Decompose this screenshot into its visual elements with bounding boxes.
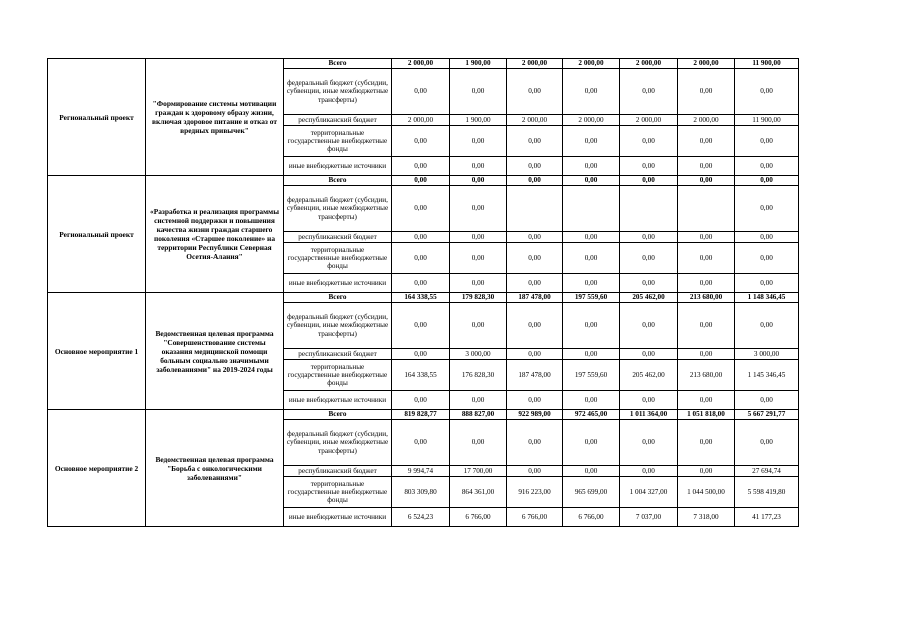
amount-cell: 0,00 [507, 349, 563, 360]
amount-cell: 0,00 [392, 420, 450, 466]
funding-source-cell: республиканский бюджет [284, 466, 392, 477]
total-amount-cell: 0,00 [735, 274, 799, 293]
amount-cell: 0,00 [392, 274, 450, 293]
amount-cell: 7 318,00 [678, 508, 735, 527]
amount-cell: 972 465,00 [563, 410, 620, 420]
amount-cell: 0,00 [450, 232, 507, 243]
amount-cell: 0,00 [678, 176, 735, 186]
amount-cell: 6 766,00 [450, 508, 507, 527]
funding-source-cell: республиканский бюджет [284, 232, 392, 243]
amount-cell [678, 186, 735, 232]
total-amount-cell: 5 598 419,80 [735, 477, 799, 508]
amount-cell: 2 000,00 [507, 59, 563, 69]
amount-cell: 2 000,00 [392, 59, 450, 69]
total-amount-cell: 11 900,00 [735, 59, 799, 69]
total-row [48, 59, 799, 69]
event-type-cell: Основное мероприятие 1 [48, 293, 146, 410]
amount-cell: 2 000,00 [678, 59, 735, 69]
amount-cell: 176 828,30 [450, 360, 507, 391]
amount-cell: 0,00 [507, 157, 563, 176]
amount-cell: 17 700,00 [450, 466, 507, 477]
amount-cell: 1 900,00 [450, 115, 507, 126]
total-amount-cell: 0,00 [735, 243, 799, 274]
amount-cell: 0,00 [450, 420, 507, 466]
amount-cell: 2 000,00 [620, 59, 678, 69]
amount-cell: 0,00 [450, 186, 507, 232]
amount-cell: 0,00 [392, 391, 450, 410]
funding-source-cell: территориальные государственные внебюджетные фонды [284, 126, 392, 157]
amount-cell [507, 186, 563, 232]
amount-cell: 0,00 [450, 391, 507, 410]
total-amount-cell: 27 694,74 [735, 466, 799, 477]
amount-cell: 803 309,80 [392, 477, 450, 508]
amount-cell: 864 361,00 [450, 477, 507, 508]
amount-cell: 0,00 [678, 391, 735, 410]
amount-cell: 0,00 [392, 232, 450, 243]
amount-cell [620, 186, 678, 232]
amount-cell: 0,00 [507, 126, 563, 157]
event-type-cell: Основное мероприятие 2 [48, 410, 146, 527]
amount-cell: 0,00 [678, 349, 735, 360]
amount-cell: 205 462,00 [620, 293, 678, 303]
amount-cell: 0,00 [620, 232, 678, 243]
amount-cell: 213 680,00 [678, 293, 735, 303]
amount-cell: 0,00 [563, 69, 620, 115]
amount-cell: 0,00 [450, 303, 507, 349]
amount-cell: 0,00 [620, 420, 678, 466]
amount-cell: 0,00 [450, 126, 507, 157]
amount-cell: 9 994,74 [392, 466, 450, 477]
amount-cell: 187 478,00 [507, 360, 563, 391]
amount-cell: 2 000,00 [678, 115, 735, 126]
amount-cell: 7 037,00 [620, 508, 678, 527]
amount-cell: 197 559,60 [563, 360, 620, 391]
amount-cell: 6 766,00 [507, 508, 563, 527]
total-amount-cell: 0,00 [735, 303, 799, 349]
funding-source-cell: федеральный бюджет (субсидии, субвенции, иные межбюджетные трансферты) [284, 420, 392, 466]
amount-cell [563, 186, 620, 232]
amount-cell: 6 524,23 [392, 508, 450, 527]
amount-cell: 0,00 [392, 69, 450, 115]
funding-source-cell: федеральный бюджет (субсидии, субвенции, иные межбюджетные трансферты) [284, 186, 392, 232]
total-amount-cell: 3 000,00 [735, 349, 799, 360]
amount-cell: 0,00 [563, 303, 620, 349]
total-amount-cell: 1 145 346,45 [735, 360, 799, 391]
program-name-cell: Ведомственная целевая программа "Совершенствование системы оказания медицинской помощи больным социально значимыми заболеваниями" на 2019-2024 годы [146, 293, 284, 410]
funding-source-cell: иные внебюджетные источники [284, 274, 392, 293]
total-amount-cell: 11 900,00 [735, 115, 799, 126]
total-amount-cell: 0,00 [735, 157, 799, 176]
amount-cell: 0,00 [620, 69, 678, 115]
amount-cell: 0,00 [507, 303, 563, 349]
total-amount-cell: 0,00 [735, 176, 799, 186]
amount-cell: 0,00 [450, 274, 507, 293]
amount-cell: 0,00 [450, 157, 507, 176]
funding-source-cell: иные внебюджетные источники [284, 157, 392, 176]
funding-source-cell: иные внебюджетные источники [284, 508, 392, 527]
amount-cell: 0,00 [563, 420, 620, 466]
amount-cell: 1 004 327,00 [620, 477, 678, 508]
amount-cell: 0,00 [678, 232, 735, 243]
funding-source-cell: иные внебюджетные источники [284, 391, 392, 410]
amount-cell: 0,00 [563, 176, 620, 186]
amount-cell: 0,00 [563, 157, 620, 176]
funding-source-cell: Всего [284, 59, 392, 69]
funding-source-cell: территориальные государственные внебюджетные фонды [284, 477, 392, 508]
amount-cell: 0,00 [507, 232, 563, 243]
amount-cell: 0,00 [620, 176, 678, 186]
funding-source-cell: территориальные государственные внебюджетные фонды [284, 243, 392, 274]
total-amount-cell: 0,00 [735, 69, 799, 115]
amount-cell: 0,00 [507, 243, 563, 274]
amount-cell: 197 559,60 [563, 293, 620, 303]
amount-cell: 0,00 [563, 349, 620, 360]
amount-cell: 0,00 [678, 126, 735, 157]
amount-cell: 0,00 [392, 186, 450, 232]
event-type-cell: Региональный проект [48, 176, 146, 293]
amount-cell: 213 680,00 [678, 360, 735, 391]
amount-cell: 0,00 [507, 69, 563, 115]
amount-cell: 922 989,00 [507, 410, 563, 420]
total-amount-cell: 0,00 [735, 232, 799, 243]
budget-table [47, 58, 799, 527]
amount-cell: 0,00 [620, 391, 678, 410]
total-amount-cell: 0,00 [735, 126, 799, 157]
amount-cell: 0,00 [392, 349, 450, 360]
total-amount-cell: 1 148 346,45 [735, 293, 799, 303]
amount-cell: 0,00 [563, 232, 620, 243]
total-amount-cell: 0,00 [735, 420, 799, 466]
amount-cell: 0,00 [678, 303, 735, 349]
amount-cell: 205 462,00 [620, 360, 678, 391]
funding-source-cell: Всего [284, 293, 392, 303]
funding-source-cell: территориальные государственные внебюджетные фонды [284, 360, 392, 391]
amount-cell: 0,00 [507, 391, 563, 410]
amount-cell: 1 051 818,00 [678, 410, 735, 420]
amount-cell: 2 000,00 [620, 115, 678, 126]
program-name-cell: Ведомственная целевая программа "Борьба с онкологическими заболеваниями" [146, 410, 284, 527]
amount-cell: 164 338,55 [392, 293, 450, 303]
amount-cell: 0,00 [392, 126, 450, 157]
amount-cell: 0,00 [563, 274, 620, 293]
amount-cell: 0,00 [678, 69, 735, 115]
amount-cell: 164 338,55 [392, 360, 450, 391]
amount-cell: 0,00 [450, 243, 507, 274]
amount-cell: 0,00 [563, 391, 620, 410]
amount-cell: 0,00 [620, 243, 678, 274]
amount-cell: 0,00 [620, 466, 678, 477]
amount-cell: 0,00 [450, 69, 507, 115]
amount-cell: 0,00 [507, 274, 563, 293]
total-amount-cell: 0,00 [735, 391, 799, 410]
amount-cell: 3 000,00 [450, 349, 507, 360]
program-name-cell: "Формирование системы мотивации граждан к здоровому образу жизни, включая здоровое питание и отказ от вредных привычек" [146, 59, 284, 176]
amount-cell: 0,00 [392, 243, 450, 274]
total-row [48, 176, 799, 186]
amount-cell: 0,00 [678, 466, 735, 477]
funding-source-cell: республиканский бюджет [284, 349, 392, 360]
amount-cell: 0,00 [620, 349, 678, 360]
amount-cell: 0,00 [392, 176, 450, 186]
amount-cell: 2 000,00 [563, 59, 620, 69]
amount-cell: 0,00 [678, 420, 735, 466]
amount-cell: 0,00 [620, 126, 678, 157]
amount-cell: 1 044 500,00 [678, 477, 735, 508]
amount-cell: 965 699,00 [563, 477, 620, 508]
amount-cell: 0,00 [563, 243, 620, 274]
amount-cell: 0,00 [620, 303, 678, 349]
amount-cell: 0,00 [507, 466, 563, 477]
amount-cell: 6 766,00 [563, 508, 620, 527]
funding-source-cell: федеральный бюджет (субсидии, субвенции, иные межбюджетные трансферты) [284, 69, 392, 115]
funding-source-cell: федеральный бюджет (субсидии, субвенции, иные межбюджетные трансферты) [284, 303, 392, 349]
amount-cell: 0,00 [507, 420, 563, 466]
total-amount-cell: 5 667 291,77 [735, 410, 799, 420]
amount-cell: 0,00 [678, 243, 735, 274]
amount-cell: 0,00 [563, 466, 620, 477]
amount-cell: 888 827,00 [450, 410, 507, 420]
budget-table-sheet [47, 58, 799, 527]
total-amount-cell: 0,00 [735, 186, 799, 232]
amount-cell: 819 828,77 [392, 410, 450, 420]
amount-cell: 2 000,00 [563, 115, 620, 126]
total-row [48, 410, 799, 420]
amount-cell: 0,00 [620, 274, 678, 293]
funding-source-cell: республиканский бюджет [284, 115, 392, 126]
funding-source-cell: Всего [284, 410, 392, 420]
program-name-cell: «Разработка и реализация программы системной поддержки и повышения качества жизни граждан старшего поколения «Старшее поколение» на территории Республики Северная Осетия-Алания" [146, 176, 284, 293]
amount-cell: 0,00 [392, 157, 450, 176]
amount-cell: 1 011 364,00 [620, 410, 678, 420]
amount-cell: 2 000,00 [507, 115, 563, 126]
amount-cell: 0,00 [678, 274, 735, 293]
amount-cell: 0,00 [620, 157, 678, 176]
amount-cell: 1 900,00 [450, 59, 507, 69]
amount-cell: 0,00 [392, 303, 450, 349]
total-row [48, 293, 799, 303]
amount-cell: 0,00 [563, 126, 620, 157]
event-type-cell: Региональный проект [48, 59, 146, 176]
amount-cell: 2 000,00 [392, 115, 450, 126]
funding-source-cell: Всего [284, 176, 392, 186]
amount-cell: 0,00 [507, 176, 563, 186]
amount-cell: 187 478,00 [507, 293, 563, 303]
amount-cell: 916 223,00 [507, 477, 563, 508]
amount-cell: 179 828,30 [450, 293, 507, 303]
amount-cell: 0,00 [450, 176, 507, 186]
amount-cell: 0,00 [678, 157, 735, 176]
total-amount-cell: 41 177,23 [735, 508, 799, 527]
